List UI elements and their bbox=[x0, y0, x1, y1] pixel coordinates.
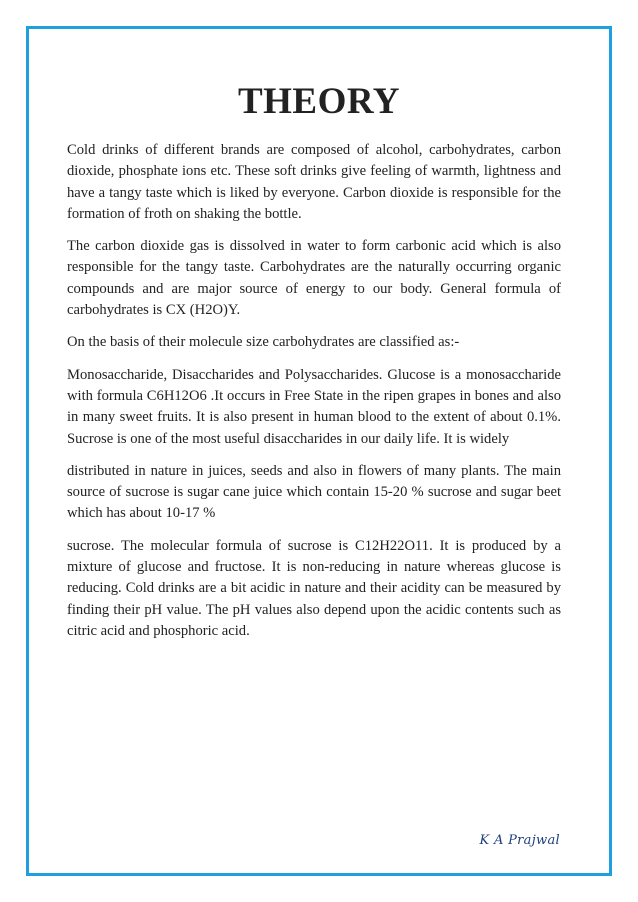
paragraph-5: distributed in nature in juices, seeds and also in flowers of many plants. The main source of sucrose is sugar cane juice which contain 15-20 % sucrose and sugar beet which has about 10-17 % bbox=[67, 462, 561, 522]
body-text bbox=[67, 140, 561, 653]
paragraph-1: Cold drinks of different brands are composed of alcohol, carbohydrates, carbon dioxide, phosphate ions etc. These soft drinks give feeling of warmth, lightness and have a tangy taste which is liked by everyone. Carbon dioxide is responsible for the formation of froth on shaking the bottle. bbox=[67, 142, 561, 222]
paragraph-6: sucrose. The molecular formula of sucrose is C12H22O11. It is produced by a mixture of glucose and fructose. It is non-reducing in nature whereas glucose is reducing. Cold drinks are a bit acidic in nature and their acidity can be measured by finding their pH value. The pH values also depend upon the acidic contents such as citric acid and phosphoric acid. bbox=[67, 537, 561, 639]
author-signature: K A Prajwal bbox=[479, 833, 560, 848]
page-title: THEORY bbox=[237, 81, 401, 122]
paragraph-2: The carbon dioxide gas is dissolved in water to form carbonic acid which is also responsible for the tangy taste. Carbohydrates are the naturally occurring organic compounds and are major source of energy to our body. General formula of carbohydrates is CX (H2O)Y. bbox=[67, 238, 561, 319]
paragraph-4: Monosaccharide, Disaccharides and Polysaccharides. Glucose is a monosaccharide with formula C6H12O6 .It occurs in Free State in the ripen grapes in bones and also in many sweet fruits. It is also present in human blood to the extent of about 0.1%. Sucrose is one of the most useful disaccharides in our daily life. It is widely bbox=[67, 366, 561, 447]
paragraph-3: On the basis of their molecule size carbohydrates are classified as:- bbox=[67, 334, 460, 351]
